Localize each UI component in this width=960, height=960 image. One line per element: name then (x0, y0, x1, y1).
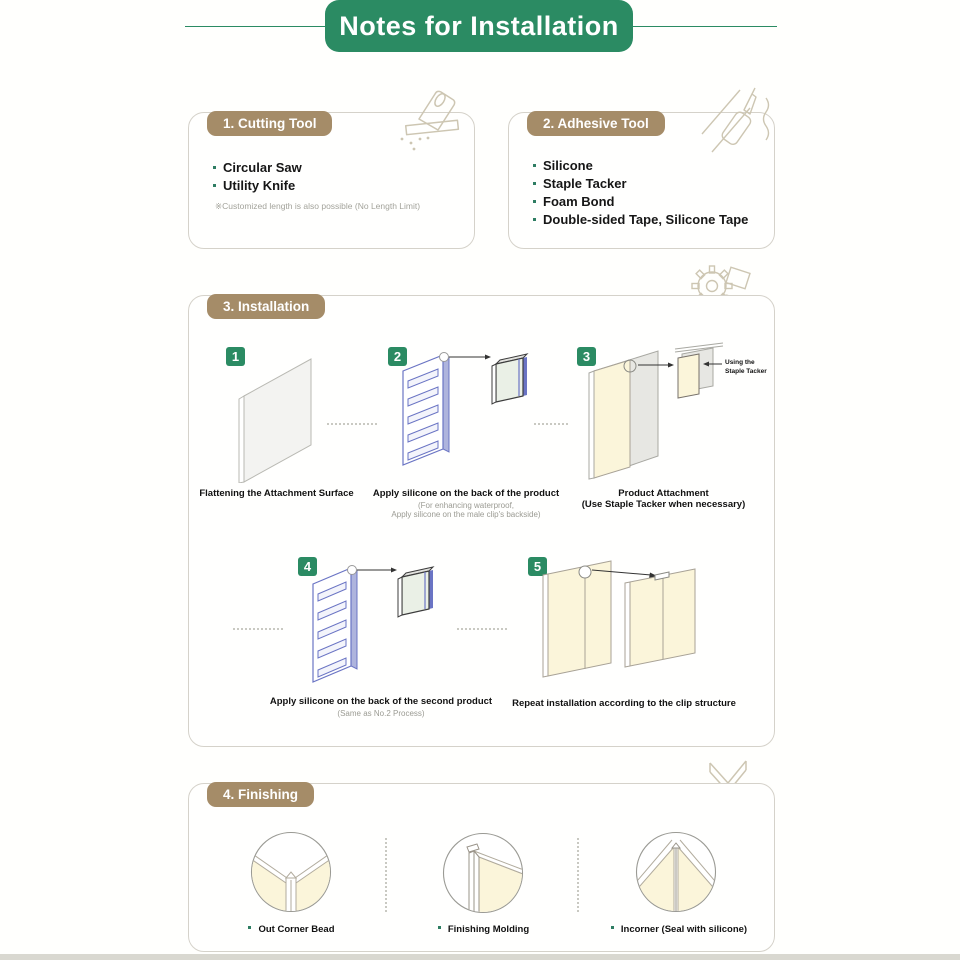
finishing-label-text: Finishing Molding (447, 924, 530, 935)
bullet-dot (533, 200, 536, 203)
installation-header: 3. Installation (207, 294, 325, 319)
list-item (533, 157, 748, 175)
bullet-dot (533, 164, 536, 167)
cutting-tool-header: 1. Cutting Tool (207, 111, 332, 136)
step5-clip-install-illustration (537, 558, 707, 686)
section-finishing (188, 783, 775, 952)
finishing-label (209, 924, 374, 935)
dotted-separator (457, 628, 507, 630)
step1-caption: Flattening the Attachment Surface (199, 488, 354, 499)
bullet-dot (533, 182, 536, 185)
bullet-dot (438, 926, 441, 929)
step3-annotation-line2: Staple Tacker (725, 368, 767, 375)
step4-silicone-panel-illustration (305, 560, 440, 688)
bullet-dot (213, 166, 216, 169)
section-installation (188, 295, 775, 747)
list-item-label: Circular Saw (223, 160, 302, 175)
list-item (213, 177, 302, 195)
bullet-dot (248, 926, 251, 929)
finishing-label-text: Incorner (Seal with silicone) (620, 924, 748, 935)
dotted-separator (327, 423, 377, 425)
finishing-molding-illustration (441, 831, 525, 915)
step-badge-4: 4 (298, 557, 317, 576)
step4-caption-sub1: (Same as No.2 Process) (337, 709, 425, 718)
step3-annotation (725, 358, 783, 376)
step-badge-1: 1 (226, 347, 245, 366)
step3-caption-line2: (Use Staple Tacker when necessary) (581, 499, 746, 510)
bullet-dot (611, 926, 614, 929)
title-line-right (633, 26, 777, 27)
step1-flat-panel-illustration (231, 351, 316, 483)
out-corner-bead-illustration (249, 830, 333, 914)
bullet-dot (533, 218, 536, 221)
step3-attachment-illustration (582, 342, 727, 480)
step4-caption-main: Apply silicone on the back of the second product (269, 696, 493, 707)
dotted-separator-vertical (385, 838, 387, 912)
step-badge-2: 2 (388, 347, 407, 366)
step-badge-3: 3 (577, 347, 596, 366)
dotted-separator-vertical (577, 838, 579, 912)
step2-silicone-panel-illustration (393, 349, 533, 481)
list-item-label: Silicone (543, 158, 593, 173)
step2-caption (361, 488, 571, 519)
step5-caption: Repeat installation according to the clip structure (512, 698, 736, 709)
dotted-separator (233, 628, 283, 630)
step2-caption-sub1: (For enhancing waterproof, (417, 501, 515, 510)
list-item (533, 193, 748, 211)
step3-caption (561, 488, 766, 510)
list-item-label: Double-sided Tape, Silicone Tape (543, 212, 749, 227)
adhesive-tool-header: 2. Adhesive Tool (527, 111, 665, 136)
finishing-label (579, 924, 779, 935)
utility-knife-icon (372, 86, 467, 156)
finishing-label (401, 924, 566, 935)
list-item (533, 175, 748, 193)
finishing-label-text: Out Corner Bead (258, 924, 335, 935)
list-item-label: Utility Knife (223, 178, 296, 193)
incorner-illustration (634, 830, 718, 914)
step3-annotation-line1: Using the (725, 359, 755, 366)
glue-gun-icon (698, 84, 778, 159)
dotted-separator (534, 423, 568, 425)
cutting-tool-list (213, 159, 302, 195)
finishing-header: 4. Finishing (207, 782, 314, 807)
cutting-tool-note: ※Customized length is also possible (No Length Limit) (215, 201, 421, 211)
page-bottom-band (0, 954, 960, 960)
list-item-label: Foam Bond (543, 194, 615, 209)
bullet-dot (213, 184, 216, 187)
list-item (213, 159, 302, 177)
step2-caption-main: Apply silicone on the back of the product (372, 488, 560, 499)
page-title: Notes for Installation (325, 0, 633, 52)
step-badge-5: 5 (528, 557, 547, 576)
title-line-left (185, 26, 325, 27)
step3-caption-main: Product Attachment (618, 488, 709, 499)
list-item-label: Staple Tacker (543, 176, 627, 191)
list-item (533, 211, 748, 229)
adhesive-tool-list (533, 157, 748, 229)
step2-caption-sub2: Apply silicone on the male clip's backside) (391, 510, 541, 519)
